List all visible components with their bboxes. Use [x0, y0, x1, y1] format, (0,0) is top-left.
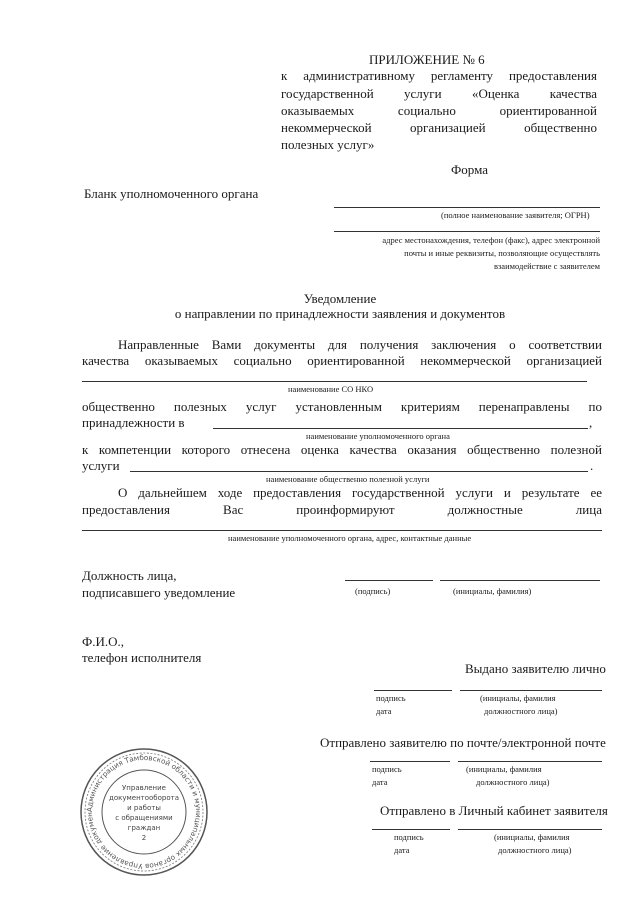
- org-blank-label: Бланк уполномоченного органа: [84, 186, 259, 201]
- delivery-cabinet-title: Отправлено в Личный кабинет заявителя: [380, 803, 608, 818]
- stamp-graphic: [78, 746, 210, 878]
- body-p2-line1: общественно полезных услуг установленным критериям перенаправлены по: [82, 399, 602, 414]
- form-label: Форма: [451, 162, 488, 177]
- body-p4-line1: О дальнейшем ходе предоставления государственной услуги и результате ее: [118, 485, 602, 500]
- recipient-address-caption-1: адрес местонахождения, телефон (факс), адрес электронной: [382, 235, 600, 245]
- authority-name-line: [213, 428, 588, 429]
- header-line-1: к административному регламенту предоставления: [281, 68, 597, 83]
- delivery-cabinet-date: дата: [394, 845, 410, 855]
- header-line-4: некоммерческой организацией общественно: [281, 120, 597, 135]
- delivery-personal-title: Выдано заявителю лично: [465, 661, 606, 676]
- delivery-mail-date: дата: [372, 777, 388, 787]
- contact-caption: наименование уполномоченного органа, адрес, контактные данные: [228, 533, 472, 543]
- recipient-name-caption: (полное наименование заявителя; ОГРН): [441, 210, 590, 220]
- signer-name-line: [440, 580, 600, 581]
- signer-sign-caption: (подпись): [355, 586, 391, 596]
- delivery-cabinet-sign: подпись: [394, 832, 424, 842]
- stamp-inner-line-6: 2: [141, 834, 147, 842]
- delivery-mail-name-1: (инициалы, фамилия: [466, 764, 542, 774]
- body-p2-comma: ,: [589, 415, 593, 430]
- delivery-cabinet-name-line: [458, 829, 602, 830]
- signer-name-caption: (инициалы, фамилия): [453, 586, 532, 596]
- delivery-personal-name-line: [460, 690, 602, 691]
- delivery-mail-name-2: должностного лица): [476, 777, 550, 787]
- body-p3-line1: к компетенции которого отнесена оценка качества оказания общественно полезной: [82, 442, 602, 457]
- recipient-address-caption-2: почты и иные реквизиты, позволяющие осуществлять: [404, 248, 600, 258]
- body-p1-line2: качества оказываемых социально ориентированной некоммерческой организацией: [82, 353, 602, 368]
- stamp-inner-line-1: Управление: [122, 784, 166, 792]
- body-p4-line2: предоставления Вас проинформируют должностные лица: [82, 502, 602, 517]
- stamp-ring-text: Администрация Тамбовской области и муниципальных органов Управление докумен: [84, 752, 204, 872]
- appendix-title: ПРИЛОЖЕНИЕ № 6: [369, 52, 485, 67]
- contact-line: [82, 530, 602, 531]
- nko-name-caption: наименование СО НКО: [288, 384, 374, 394]
- delivery-cabinet-sign-line: [372, 829, 450, 830]
- delivery-personal-name-1: (инициалы, фамилия: [480, 693, 556, 703]
- delivery-mail-title: Отправлено заявителю по почте/электронной почте: [320, 735, 606, 750]
- authority-name-caption: наименование уполномоченного органа: [306, 431, 450, 441]
- delivery-personal-name-2: должностного лица): [484, 706, 558, 716]
- delivery-mail-name-line: [458, 761, 602, 762]
- delivery-cabinet-name-2: должностного лица): [498, 845, 572, 855]
- delivery-personal-sign: подпись: [376, 693, 406, 703]
- notice-title: Уведомление: [303, 291, 377, 306]
- delivery-cabinet-name-1: (инициалы, фамилия: [494, 832, 570, 842]
- body-p2-line2: принадлежности в: [82, 415, 185, 430]
- signer-label-2: подписавшего уведомление: [82, 585, 236, 600]
- recipient-name-line: [334, 207, 600, 208]
- header-line-5: полезных услуг»: [281, 137, 375, 152]
- body-p3-line2: услуги: [82, 458, 120, 473]
- service-name-caption: наименование общественно полезной услуги: [266, 474, 430, 484]
- body-p3-dot: .: [590, 458, 594, 473]
- recipient-address-caption-3: взаимодействие с заявителем: [493, 261, 600, 271]
- delivery-mail-sign: подпись: [372, 764, 402, 774]
- service-name-line: [130, 471, 588, 472]
- delivery-mail-sign-line: [370, 761, 450, 762]
- executor-label-1: Ф.И.О.,: [82, 634, 125, 649]
- stamp-inner-line-5: граждан: [127, 824, 161, 832]
- signer-label-1: Должность лица,: [82, 568, 177, 583]
- stamp-outer-ring: [81, 749, 207, 875]
- recipient-address-line: [334, 231, 600, 232]
- nko-name-line: [82, 381, 587, 382]
- stamp-inner-line-4: с обращениями: [115, 814, 173, 822]
- header-line-3: оказываемых социально ориентированной: [281, 103, 597, 118]
- official-stamp: [78, 746, 210, 878]
- body-p1-line1: Направленные Вами документы для получения заключения о соответствии: [118, 337, 602, 352]
- delivery-personal-date: дата: [376, 706, 392, 716]
- stamp-inner-line-2: документооборота: [109, 794, 179, 802]
- signer-sign-line: [345, 580, 433, 581]
- header-line-2: государственной услуги «Оценка качества: [281, 86, 597, 101]
- notice-subtitle: о направлении по принадлежности заявления и документов: [174, 306, 506, 321]
- delivery-personal-sign-line: [374, 690, 452, 691]
- stamp-inner-line-3: и работы: [127, 804, 161, 812]
- executor-label-2: телефон исполнителя: [82, 650, 202, 665]
